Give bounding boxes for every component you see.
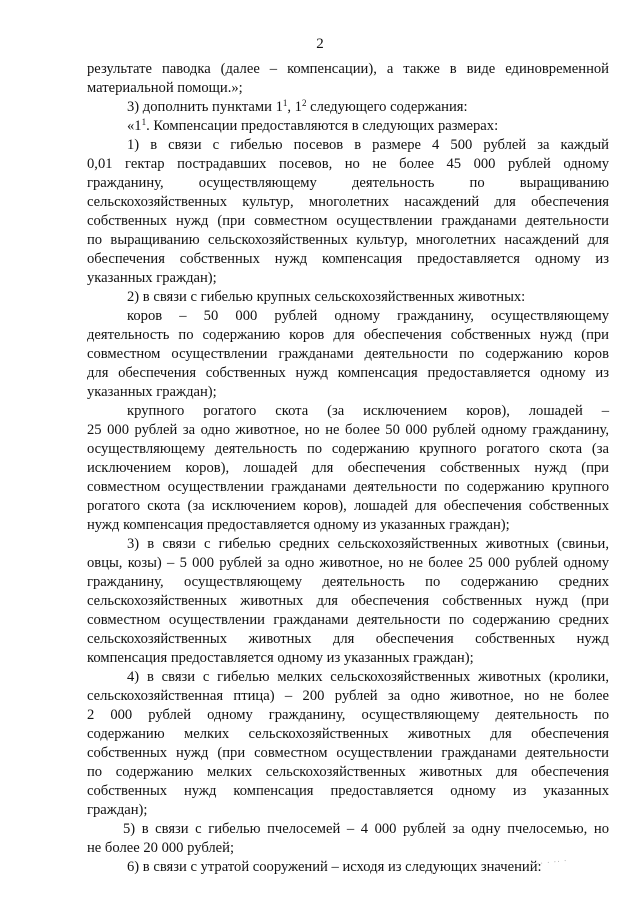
text-fragment: гражданину, осуществляющему деятельность по содержанию средних xyxy=(87,574,609,590)
text-fragment: совместном осуществлении гражданами деятельности по содержанию крупного xyxy=(87,479,609,495)
text-line xyxy=(87,630,609,649)
text-fragment: результате паводка (далее – компенсации), а также в виде единовременной xyxy=(87,61,609,77)
text-line xyxy=(87,155,609,174)
text-fragment: сельскохозяйственных животных для обеспечения собственных нужд (при xyxy=(87,593,609,609)
text-fragment: осуществляющему деятельность по содержанию крупного рогатого скота (за xyxy=(87,441,609,457)
text-line xyxy=(87,516,609,535)
text-line xyxy=(87,554,609,573)
text-fragment: 3) дополнить пунктами 1 xyxy=(127,99,283,115)
text-fragment: 25 000 рублей за одно животное, но не более 50 000 рублей одному гражданину, xyxy=(87,422,609,438)
text-fragment: 1) в связи с гибелью посевов в размере 4 500 рублей за каждый xyxy=(127,137,609,153)
text-line xyxy=(87,421,609,440)
text-fragment: , 1 xyxy=(287,99,302,115)
text-fragment: следующего содержания: xyxy=(306,99,468,115)
document-body xyxy=(87,60,609,877)
text-line xyxy=(87,269,609,288)
text-fragment: овцы, козы) – 5 000 рублей за одно животное, но не более 25 000 рублей одному xyxy=(87,555,609,571)
text-fragment: материальной помощи.»; xyxy=(87,80,243,96)
text-fragment: 3) в связи с гибелью средних сельскохозяйственных животных (свиньи, xyxy=(127,536,609,552)
text-line xyxy=(87,839,609,858)
text-fragment: «1 xyxy=(127,118,142,134)
text-fragment: крупного рогатого скота (за исключением коров), лошадей – xyxy=(127,403,609,419)
text-line xyxy=(87,535,609,554)
text-fragment: деятельность по содержанию коров для обеспечения собственных нужд (при xyxy=(87,327,609,343)
text-line xyxy=(87,174,609,193)
text-fragment: по содержанию мелких сельскохозяйственных животных для обеспечения xyxy=(87,764,609,780)
text-line xyxy=(87,611,609,630)
text-line xyxy=(87,440,609,459)
text-fragment: 6) в связи с утратой сооружений – исходя из следующих значений: xyxy=(127,859,542,875)
text-fragment: указанных граждан); xyxy=(87,384,217,400)
text-fragment: для обеспечения собственных нужд компенсация предоставляется одному из xyxy=(87,365,609,381)
text-fragment: рогатого скота (за исключением коров), лошадей для обеспечения собственных xyxy=(87,498,609,514)
scan-artifact: · ·· · ·· · xyxy=(529,856,569,869)
text-fragment: . Компенсации предоставляются в следующих размерах: xyxy=(146,118,499,134)
text-fragment: собственных нужд (при совместном осуществлении гражданами деятельности xyxy=(87,213,609,229)
text-line xyxy=(87,782,609,801)
text-fragment: собственных нужд компенсация предоставляется одному из указанных xyxy=(87,783,609,799)
text-line xyxy=(87,687,609,706)
text-line xyxy=(87,79,609,98)
text-fragment: гражданину, осуществляющему деятельность по выращиванию xyxy=(87,175,609,191)
text-fragment: компенсация предоставляется одному из указанных граждан); xyxy=(87,650,474,666)
text-fragment: сельскохозяйственная птица) – 200 рублей за одно животное, но не более xyxy=(87,688,609,704)
text-line xyxy=(87,668,609,687)
text-fragment: содержанию мелких сельскохозяйственных животных для обеспечения xyxy=(87,726,609,742)
text-fragment: обеспечения собственных нужд компенсация предоставляется одному из xyxy=(87,251,609,267)
text-line xyxy=(87,706,609,725)
text-line xyxy=(87,364,609,383)
text-line xyxy=(87,801,609,820)
text-fragment: совместном осуществлении гражданами деятельности по содержанию средних xyxy=(87,612,609,628)
text-line xyxy=(87,307,609,326)
text-line xyxy=(87,212,609,231)
text-line xyxy=(87,193,609,212)
text-fragment: сельскохозяйственных животных для обеспечения собственных нужд xyxy=(87,631,609,647)
text-fragment: 2 000 рублей одному гражданину, осуществляющему деятельность по xyxy=(87,707,609,723)
text-line xyxy=(87,649,609,668)
text-fragment: 2) в связи с гибелью крупных сельскохозяйственных животных: xyxy=(127,289,526,305)
text-line xyxy=(87,573,609,592)
page-number: 2 xyxy=(316,36,324,52)
text-line xyxy=(87,288,609,307)
text-line xyxy=(87,345,609,364)
text-fragment: сельскохозяйственных культур, многолетних насаждений для обеспечения xyxy=(87,194,609,210)
text-line xyxy=(87,231,609,250)
text-line xyxy=(87,402,609,421)
text-line xyxy=(87,98,609,117)
superscript: 2 xyxy=(301,98,307,108)
superscript: 1 xyxy=(282,98,288,108)
text-line xyxy=(87,820,609,839)
text-line xyxy=(87,744,609,763)
text-line xyxy=(87,136,609,155)
text-fragment: 5) в связи с гибелью пчелосемей – 4 000 рублей за одну пчелосемью, но xyxy=(123,821,609,837)
text-fragment: нужд компенсация предоставляется одному из указанных граждан); xyxy=(87,517,510,533)
text-fragment: 0,01 гектар пострадавших посевов, но не более 45 000 рублей одному xyxy=(87,156,609,172)
text-fragment: собственных нужд (при совместном осуществлении гражданами деятельности xyxy=(87,745,609,761)
text-line xyxy=(87,763,609,782)
text-fragment: указанных граждан); xyxy=(87,270,217,286)
text-line xyxy=(87,497,609,516)
text-fragment: граждан); xyxy=(87,802,148,818)
text-line xyxy=(87,60,609,79)
text-line xyxy=(87,478,609,497)
text-line xyxy=(87,725,609,744)
text-line xyxy=(87,250,609,269)
superscript: 1 xyxy=(141,117,147,127)
text-fragment: 4) в связи с гибелью мелких сельскохозяйственных животных (кролики, xyxy=(127,669,609,685)
text-fragment: по выращиванию сельскохозяйственных культур, многолетних насаждений для xyxy=(87,232,609,248)
text-line xyxy=(87,117,609,136)
text-line xyxy=(87,383,609,402)
text-line xyxy=(87,592,609,611)
text-line xyxy=(87,459,609,478)
text-fragment: исключением коров), лошадей для обеспечения собственных нужд (при xyxy=(87,460,609,476)
text-fragment: не более 20 000 рублей; xyxy=(87,840,235,856)
text-line xyxy=(87,326,609,345)
text-fragment: коров – 50 000 рублей одному гражданину, осуществляющему xyxy=(127,308,609,324)
text-fragment: совместном осуществлении гражданами деятельности по содержанию коров xyxy=(87,346,609,362)
